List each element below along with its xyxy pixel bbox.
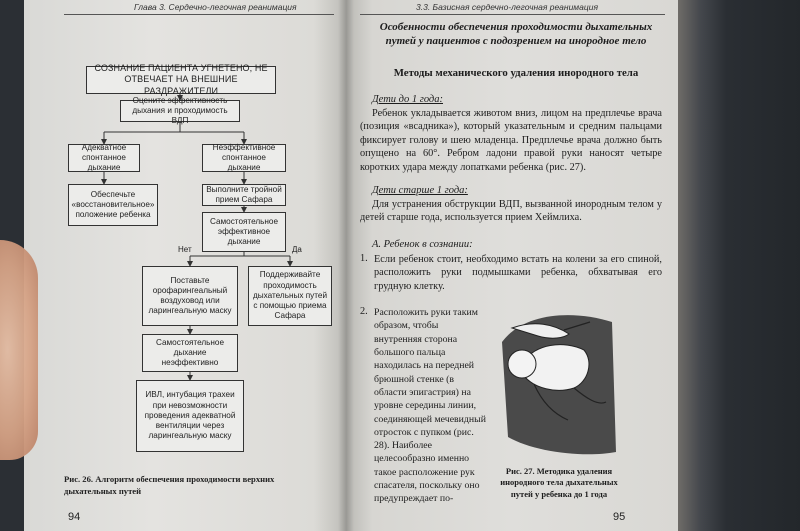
subheading-under-1: Дети до 1 года: [372,94,443,105]
subheading-over-1: Дети старше 1 года: [372,185,468,196]
flow-airway-box: Поставьте орофарингеальный воздуховод или ларингеальную маску [142,266,238,326]
flow-ivl-box: ИВЛ, интубация трахеи при невозможности проведения адекватной вентиляции через ларингеальную маску [136,380,244,452]
list-number-1: 1. [360,253,368,264]
running-head-right: 3.3. Базисная сердечно-легочная реанимация [416,2,598,12]
flow-safar-box: Выполните тройной прием Сафара [202,184,286,206]
dark-background-edge [678,0,800,531]
flow-recovery-box: Обеспечьте «восстановительное» положение ребенка [68,184,158,226]
list-number-2: 2. [360,306,368,317]
head-rule-right [360,14,665,15]
running-head-left: Глава 3. Сердечно-легочная реанимация [134,2,297,12]
flow-self-effective-box: Самостоятельное эффективное дыхание [202,212,286,252]
flow-inadequate-box: Неэффективное спонтанное дыхание [202,144,286,172]
section-title-bold: Методы механического удаления инородного тела [393,67,639,79]
infant-back-blows-illustration [494,302,619,462]
flow-assess-box: Оцените эффективность дыхания и проходимость ВДП [120,100,240,122]
flow-start-box: СОЗНАНИЕ ПАЦИЕНТА УГНЕТЕНО, НЕ ОТВЕЧАЕТ НА ВНЕШНИЕ РАЗДРАЖИТЕЛИ [86,66,276,94]
section-title-italic: Особенности обеспечения проходимости дыхательных путей у пациентов с подозрением на инородное тело [379,21,653,48]
left-page [24,0,346,531]
book-gutter-shadow [338,0,354,531]
list-item-2: Расположить руки таким образом, чтобы внутренняя сторона большого пальца находилась на передней брюшной стенке (в области эпигастрия) на уровне середины линии, соединяющей мечевидный отросток с пупком (рис. 28). Наиболее целесообразно именно такое расположение рук спасателя, поскольку оно предупреждает по- [374,307,486,505]
flow-adequate-box: Адекватное спонтанное дыхание [68,144,140,172]
paragraph-infant: Ребенок укладывается животом вниз, лицом на предплечье врача (позиция «всадника»), который указательным и средним пальцами фиксирует голову и шею младенца. Предплечье врача должно быть опущено на 60°. Ребром ладони правой руки наносят четыре коротких удара между лопатками ребенка (рис. 27). [360,108,662,173]
page-number-left: 94 [68,511,81,523]
flow-no-label: Нет [178,245,192,254]
thumb-holding-book [0,240,38,460]
figure-27-caption: Рис. 27. Методика удаления инородного тела дыхательных путей у ребенка до 1 года [500,466,618,499]
figure-26-caption: Рис. 26. Алгоритм обеспечения проходимости верхних дыхательных путей [64,474,275,496]
flow-yes-label: Да [292,245,302,254]
page-number-right: 95 [613,511,626,523]
right-page [346,0,678,531]
list-item-1: Если ребенок стоит, необходимо встать на колени за его спиной, расположить руки подмышками ребенка, обхватывая его грудную клетку. [374,254,662,292]
flow-self-ineffective-box: Самостоятельное дыхание неэффективно [142,334,238,372]
subheading-conscious: А. Ребенок в сознании: [372,239,473,250]
paragraph-older: Для устранения обструкции ВДП, вызванной инородным телом у детей старше года, используется прием Хеймлиха. [360,199,662,224]
flow-maintain-box: Поддерживайте проходимость дыхательных путей с помощью приема Сафара [248,266,332,326]
